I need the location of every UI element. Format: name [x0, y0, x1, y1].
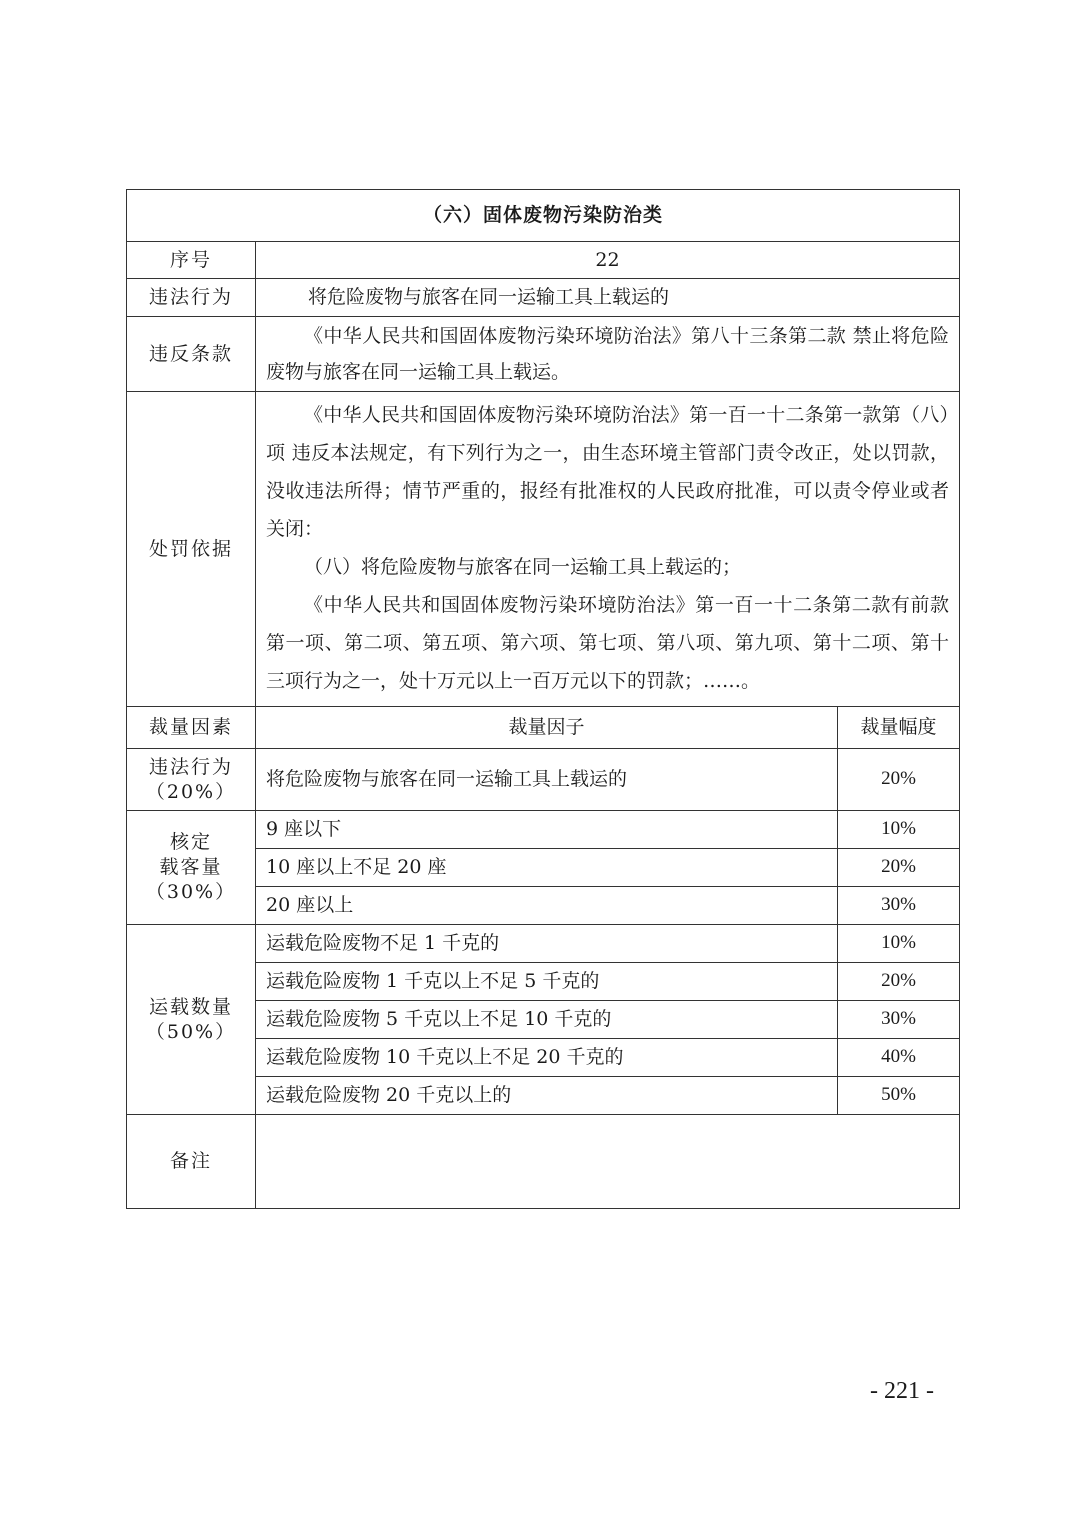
remark-value — [256, 1115, 960, 1209]
group-label-line: 运载数量 — [148, 995, 233, 1018]
factor-pct: 20% — [838, 849, 960, 887]
violation-value: 将危险废物与旅客在同一运输工具上载运的 — [256, 279, 960, 317]
basis-paragraph: （八）将危险废物与旅客在同一运输工具上载运的； — [304, 556, 742, 578]
factor-item: 运载危险废物 10 千克以上不足 20 千克的 — [256, 1039, 838, 1077]
factor-item: 运载危险废物 20 千克以上的 — [256, 1077, 838, 1115]
table-title: （六）固体废物污染防治类 — [127, 190, 960, 242]
clause-label: 违反条款 — [127, 317, 256, 392]
basis-value — [256, 392, 960, 707]
factor-pct: 30% — [838, 1001, 960, 1039]
group-label-line: 载客量 — [159, 856, 223, 879]
basis-paragraph: 《中华人民共和国固体废物污染环境防治法》第一百一十二条第一款第（八）项 违反本法规定，有下列行为之一，由生态环境主管部门责令改正，处以罚款，没收违法所得；情节严重的，报经有批准权的人民政府批准，可以责令停业或者关闭： — [266, 404, 950, 540]
serial-label: 序号 — [127, 242, 256, 279]
factor-pct: 20% — [838, 749, 960, 811]
basis-label: 处罚依据 — [127, 392, 256, 707]
factor-pct: 10% — [838, 925, 960, 963]
factor-item: 10 座以上不足 20 座 — [256, 849, 838, 887]
range-column-header: 裁量幅度 — [838, 707, 960, 749]
group-label-line: （50%） — [145, 1020, 237, 1043]
factor-item: 运载危险废物 5 千克以上不足 10 千克的 — [256, 1001, 838, 1039]
factor-item: 运载危险废物不足 1 千克的 — [256, 925, 838, 963]
penalty-table — [126, 189, 960, 1209]
factor-pct: 10% — [838, 811, 960, 849]
group-label-capacity — [127, 811, 256, 925]
page-number: - 221 - — [870, 1378, 934, 1404]
factor-header-label: 裁量因素 — [127, 707, 256, 749]
violation-label: 违法行为 — [127, 279, 256, 317]
group-label-line: 违法行为 — [148, 755, 233, 778]
group-label-quantity — [127, 925, 256, 1115]
group-label-line: （30%） — [145, 880, 237, 903]
remark-label: 备注 — [127, 1115, 256, 1209]
factor-item: 运载危险废物 1 千克以上不足 5 千克的 — [256, 963, 838, 1001]
group-label-violation — [127, 749, 256, 811]
clause-value — [256, 317, 960, 392]
serial-value: 22 — [256, 242, 960, 279]
factor-pct: 50% — [838, 1077, 960, 1115]
factor-pct: 30% — [838, 887, 960, 925]
group-label-line: （20%） — [145, 780, 237, 803]
clause-text: 《中华人民共和国固体废物污染环境防治法》第八十三条第二款 禁止将危险废物与旅客在同一运输工具上载运。 — [266, 325, 950, 383]
factor-pct: 40% — [838, 1039, 960, 1077]
factor-item: 20 座以上 — [256, 887, 838, 925]
factor-item: 将危险废物与旅客在同一运输工具上载运的 — [256, 749, 838, 811]
factor-item: 9 座以下 — [256, 811, 838, 849]
factor-pct: 20% — [838, 963, 960, 1001]
basis-paragraph: 《中华人民共和国固体废物污染环境防治法》第一百一十二条第二款有前款第一项、第二项、第五项、第六项、第七项、第八项、第九项、第十二项、第十三项行为之一，处十万元以上一百万元以下的罚款；……。 — [266, 594, 950, 692]
factor-column-header: 裁量因子 — [256, 707, 838, 749]
group-label-line: 核定 — [169, 831, 212, 854]
